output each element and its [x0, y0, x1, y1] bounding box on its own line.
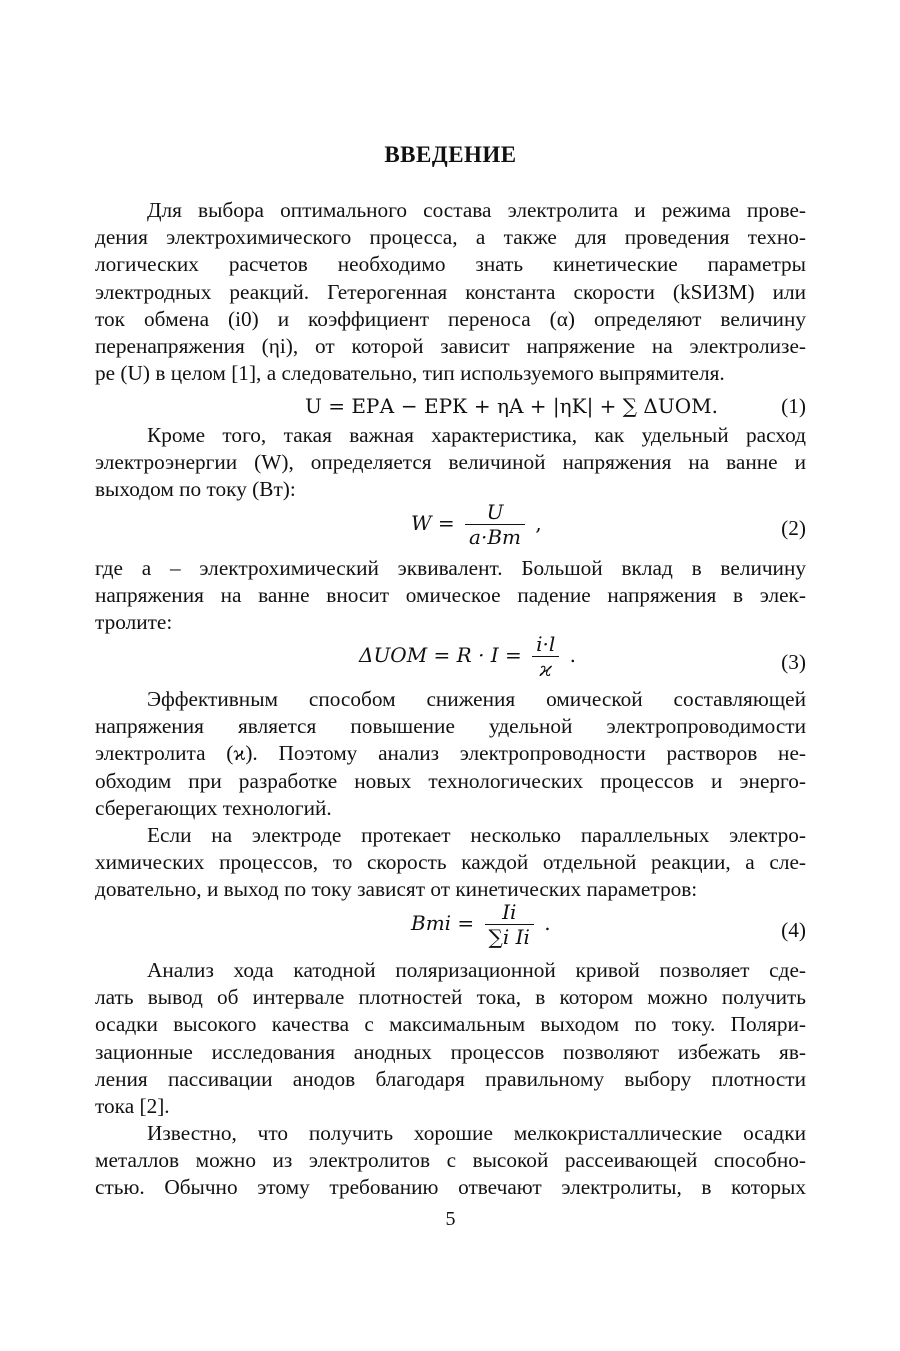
- text-line: выходом по току (Вт):: [95, 477, 296, 502]
- text-line: сберегающих технологий.: [95, 795, 332, 820]
- equation-4-lhs: Втi =: [411, 911, 475, 935]
- equation-3: [95, 632, 806, 692]
- equation-1-number: (1): [781, 394, 806, 418]
- paragraph-2: [95, 422, 806, 504]
- text-line: тролите:: [95, 610, 173, 635]
- page-number: 5: [445, 1208, 456, 1230]
- equation-4-numerator: Ii: [485, 900, 534, 925]
- text-line: электродных реакций. Гетерогенная константа скорости (kSИЗМ) или: [95, 279, 806, 304]
- text-line: стью. Обычно этому требованию отвечают электролиты, в которых: [95, 1175, 806, 1200]
- text-line: ре (U) в целом [1], а следовательно, тип используемого выпрямителя.: [95, 361, 725, 386]
- equation-2-lhs: W =: [411, 511, 455, 535]
- equation-3-numerator: i·l: [532, 632, 559, 657]
- equation-2: [95, 500, 806, 560]
- text-line: тока [2].: [95, 1094, 170, 1119]
- text-line: металлов можно из электролитов с высокой рассеивающей способно-: [95, 1148, 806, 1173]
- text-line: Кроме того, такая важная характеристика, как удельный расход: [147, 423, 806, 447]
- paragraph-6: [95, 957, 806, 1120]
- equation-4-fraction: [485, 900, 534, 949]
- section-title: ВВЕДЕНИЕ: [384, 142, 517, 167]
- text-line: осадки высокого качества с максимальным выходом по току. Поляри-: [95, 1012, 806, 1037]
- equation-4-number: (4): [781, 918, 806, 942]
- text-line: Эффективным способом снижения омической составляющей: [147, 687, 806, 711]
- text-line: электролита (ϰ). Поэтому анализ электропроводности растворов не-: [95, 741, 806, 766]
- text-line: где a – электрохимический эквивалент. Большой вклад в величину: [95, 556, 806, 580]
- equation-2-numerator: U: [465, 500, 525, 525]
- equation-2-fraction: [465, 500, 525, 549]
- text-line: логических расчетов необходимо знать кинетические параметры: [95, 252, 806, 277]
- equation-4-tail: .: [544, 911, 551, 935]
- equation-3-lhs: ΔUOM = R · I =: [359, 643, 522, 667]
- text-line: электроэнергии (W), определяется величиной напряжения на ванне и: [95, 450, 806, 475]
- equation-2-denominator: a·Вт: [469, 525, 521, 549]
- text-line: ления пассивации анодов благодаря правильному выбору плотности: [95, 1066, 806, 1091]
- text-line: довательно, и выход по току зависят от кинетических параметров:: [95, 877, 698, 902]
- text-line: перенапряжения (ηi), от которой зависит напряжение на электролизе-: [95, 334, 806, 359]
- paragraph-3: [95, 555, 806, 637]
- text-line: лать вывод об интервале плотностей тока, в котором можно получить: [95, 985, 806, 1010]
- text-line: напряжения является повышение удельной электропроводимости: [95, 714, 806, 739]
- text-line: Известно, что получить хорошие мелкокристаллические осадки: [147, 1121, 806, 1145]
- text-line: дения электрохимического процесса, а также для проведения техно-: [95, 225, 806, 250]
- text-line: напряжения на ванне вносит омическое падение напряжения в элек-: [95, 583, 806, 608]
- paragraph-1: [95, 197, 806, 387]
- paragraph-7: [95, 1120, 806, 1202]
- text-line: Для выбора оптимального состава электролита и режима прове-: [147, 198, 806, 222]
- paragraph-5: [95, 822, 806, 904]
- equation-4: [95, 900, 806, 960]
- equation-3-fraction: [532, 632, 559, 681]
- equation-1: [95, 392, 806, 422]
- equation-2-tail: ,: [535, 511, 542, 535]
- text-line: обходим при разработке новых технологических процессов и энерго-: [95, 768, 806, 793]
- equation-3-denominator: ϰ: [539, 657, 552, 681]
- equation-4-denominator: ∑i Ii: [488, 925, 530, 949]
- text-line: Анализ хода катодной поляризационной кривой позволяет сде-: [147, 958, 806, 982]
- text-line: зационные исследования анодных процессов позволяют избежать яв-: [95, 1039, 806, 1064]
- paragraph-4: [95, 686, 806, 822]
- equation-2-number: (2): [781, 516, 806, 540]
- text-line: химических процессов, то скорость каждой отдельной реакции, а сле-: [95, 850, 806, 875]
- equation-3-number: (3): [781, 650, 806, 674]
- equation-3-tail: .: [569, 643, 577, 667]
- equation-1-body: U = EPА − EPК + ηA + |ηK| + ∑ ΔUOM.: [305, 394, 718, 418]
- text-line: Если на электроде протекает несколько параллельных электро-: [147, 823, 806, 847]
- text-line: ток обмена (i0) и коэффициент переноса (α) определяют величину: [95, 306, 806, 331]
